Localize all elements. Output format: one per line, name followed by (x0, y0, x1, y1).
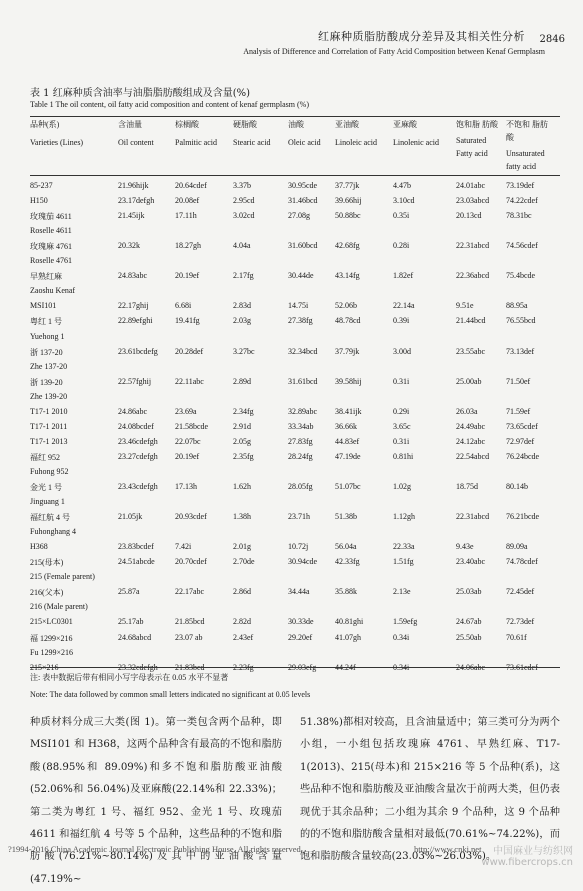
column-header-en: Linolenic acid (393, 138, 439, 147)
table-cell: 24.01abc (456, 181, 486, 190)
table-cell: 25.00ab (456, 376, 482, 386)
row-label: 215 (Female parent) (30, 572, 95, 582)
table-cell: 24.51abcde (118, 557, 155, 567)
table-cell: 37.79jk (335, 346, 360, 356)
table-cell: 3.65c (393, 421, 411, 431)
column-header-zh: 棕榈酸 (175, 120, 199, 129)
column-header-en: Varieties (Lines) (30, 138, 84, 147)
table-cell: 0.28i (393, 241, 410, 251)
table-cell: 29.20ef (288, 632, 313, 642)
row-label: H150 (30, 196, 48, 206)
table-cell: 44.24f (335, 662, 356, 672)
row-label: H368 (30, 542, 48, 552)
row-label: Fuhonghang 4 (30, 527, 76, 537)
column-header (30, 118, 83, 149)
table-cell: 73.65cdef (506, 421, 538, 431)
table-cell: 21.05jk (118, 512, 143, 522)
row-label: T17-1 2011 (30, 421, 68, 431)
table-cell: 48.78cd (335, 316, 361, 326)
column-header-zh: 硬脂酸 (233, 120, 257, 129)
table-row (30, 377, 560, 389)
table-cell: 25.87a (118, 587, 140, 597)
table-row (30, 497, 560, 509)
row-label: 福红 952 (30, 452, 60, 462)
table-cell: 71.59ef (506, 406, 531, 416)
table-row (30, 256, 560, 268)
table-cell: 0.29i (393, 406, 410, 416)
table-caption-zh: 表 1 红麻种质含油率与油脂脂肪酸组成及含量(%) (30, 88, 251, 99)
table-cell: 21.96hijk (118, 181, 149, 190)
table-cell: 1.51fg (393, 557, 414, 567)
table-row (30, 648, 560, 660)
row-label: Zhe 137-20 (30, 361, 68, 371)
table-row (30, 332, 560, 344)
row-label: 早熟红麻 (30, 272, 62, 282)
table-cell: 3.00d (393, 346, 411, 356)
column-header (393, 118, 439, 149)
table-cell: 20.08ef (175, 196, 200, 206)
table-cell: 4.47b (393, 181, 411, 190)
column-header (456, 118, 502, 160)
column-header-zh: 亚麻酸 (393, 120, 417, 129)
table-cell: 20.19ef (175, 271, 200, 281)
table-cell: 41.07gh (335, 632, 361, 642)
table-top-rule (30, 116, 560, 117)
row-label: 粤红 1 号 (30, 317, 62, 327)
row-label: 福红航 4 号 (30, 513, 70, 523)
row-label: 85-237 (30, 181, 53, 190)
table-cell: 27.38fg (288, 316, 313, 326)
row-label: Fuhong 952 (30, 466, 69, 476)
table-row (30, 572, 560, 584)
table-cell: 22.33a (393, 542, 415, 552)
column-header-en: Oleic acid (288, 138, 321, 147)
column-header (233, 118, 271, 149)
row-label: Yuehong 1 (30, 331, 65, 341)
table-cell: 23.27cdefgh (118, 451, 158, 461)
table-cell: 24.67ab (456, 617, 482, 627)
table-cell: 24.08bcdef (118, 421, 154, 431)
table-cell: 2.35fg (233, 451, 254, 461)
table-cell: 2.83d (233, 301, 251, 311)
table-cell: 22.54abcd (456, 451, 490, 461)
table-cell: 23.61bcdefg (118, 346, 158, 356)
row-label: 玫瑰麻 4761 (30, 242, 72, 252)
table-cell: 40.81ghi (335, 617, 364, 627)
table-row (30, 196, 560, 208)
table-row (30, 286, 560, 298)
table-cell: 75.4bcde (506, 271, 536, 281)
table-row (30, 422, 560, 434)
table-cell: 29.03efg (288, 662, 317, 672)
row-label: 浙 137-20 (30, 347, 63, 357)
table-row (30, 271, 560, 283)
table-cell: 2.01g (233, 542, 251, 552)
column-header-zh: 含油量 (118, 120, 142, 129)
table-cell: 88.95a (506, 301, 528, 311)
table-cell: 1.59efg (393, 617, 418, 627)
table-cell: 31.61bcd (288, 376, 318, 386)
table-cell: 28.24fg (288, 451, 313, 461)
table-cell: 73.19def (506, 181, 535, 190)
page-number: 2846 (539, 34, 565, 45)
table-cell: 89.09a (506, 542, 528, 552)
table-cell: 25.03ab (456, 587, 482, 597)
column-header-en: Stearic acid (233, 138, 271, 147)
table-row (30, 482, 560, 494)
table-cell: 38.41ijk (335, 406, 362, 416)
table-cell: 0.34i (393, 632, 410, 642)
table-cell: 1.02g (393, 482, 411, 491)
table-cell: 73.13def (506, 346, 535, 356)
table-cell: 24.83abc (118, 271, 148, 281)
table-cell: 56.04a (335, 542, 357, 552)
column-header (175, 118, 217, 149)
table-row (30, 211, 560, 223)
footer-url[interactable]: http://www.cnki.net (414, 844, 482, 854)
table-cell: 6.68i (175, 301, 192, 311)
table-cell: 74.78cdef (506, 557, 538, 567)
table-cell: 78.31bc (506, 211, 532, 221)
column-header-zh: 油酸 (288, 120, 304, 129)
table-cell: 7.42i (175, 542, 192, 552)
column-header-en: Palmitic acid (175, 138, 217, 147)
watermark (481, 846, 573, 868)
table-cell: 10.72j (288, 542, 309, 552)
table-cell: 22.14a (393, 301, 415, 311)
column-header (335, 118, 377, 149)
table-cell: 1.38h (233, 512, 251, 522)
table-cell: 42.33fg (335, 557, 360, 567)
table-cell: 22.07bc (175, 436, 201, 446)
table-header-rule (30, 175, 560, 176)
row-label: 玫瑰茄 4611 (30, 212, 72, 222)
footer-copyright: ?1994-2016 China Academic Journal Electronic Publishing House. All rights reserved. (8, 844, 303, 854)
table-cell: 23.03abcd (456, 196, 490, 206)
table-cell: 3.10cd (393, 196, 415, 206)
table-cell: 80.14b (506, 482, 528, 491)
table-row (30, 527, 560, 539)
table-cell: 23.07 ab (175, 632, 203, 642)
table-cell: 20.93cdef (175, 512, 207, 522)
table-cell: 2.89d (233, 376, 251, 386)
table-cell: 23.83bcdef (118, 542, 154, 552)
table-cell: 51.07bc (335, 482, 361, 491)
table-cell: 22.31abcd (456, 512, 490, 522)
table-cell: 30.33de (288, 617, 314, 627)
row-label: MSI101 (30, 301, 57, 311)
table-cell: 32.34bcd (288, 346, 318, 356)
running-title-en: Analysis of Difference and Correlation of Fatty Acid Composition between Kenaf Germplasm (243, 47, 545, 56)
table-cell: 23.55abc (456, 346, 486, 356)
table-cell: 3.37b (233, 181, 251, 190)
table-cell: 24.12abc (456, 436, 486, 446)
table-cell: 2.13e (393, 587, 411, 597)
table-cell: 0.34i (393, 662, 410, 672)
table-row (30, 437, 560, 449)
table-cell: 36.66k (335, 421, 357, 431)
table-cell: 17.11h (175, 211, 197, 221)
table-row (30, 617, 560, 629)
table-cell: 72.45def (506, 587, 535, 597)
table-cell: 24.06abc (456, 662, 486, 672)
table-cell: 42.68fg (335, 241, 360, 251)
table-cell: 2.86d (233, 587, 251, 597)
table-cell: 30.94cde (288, 557, 318, 567)
table-cell: 70.61f (506, 632, 527, 642)
table-cell: 2.05g (233, 436, 251, 446)
table-cell: 0.31i (393, 376, 410, 386)
table-row (30, 301, 560, 313)
table-row (30, 602, 560, 614)
body-column-left (30, 712, 282, 891)
table-cell: 22.17abc (175, 587, 205, 597)
table-cell: 39.58hij (335, 376, 362, 386)
table-cell: 47.19de (335, 451, 361, 461)
body-text-right: 51.38%)都相对较高，且含油量适中；第三类可分为两个小组，一小组包括玫瑰麻 4761、早熟红麻、T17-1(2013)、215(母本)和 215×216 等 5 个品种(系)，这些品种不饱和脂肪酸及亚油酸含量次于前两大类，但仍表现优于其余品种；二小组为其余 9 个品种，这 9 个品种的的不饱和脂肪酸含量相对最低(70.61%~74.22%)，而饱和脂肪酸含量较高(23.03%~26.03%)。 (300, 717, 560, 863)
table-cell: 18.27gh (175, 241, 201, 251)
table-row (30, 316, 560, 328)
table-row (30, 181, 560, 193)
table-cell: 51.38b (335, 512, 357, 522)
row-label: Roselle 4611 (30, 226, 72, 236)
row-label: 216(父本) (30, 588, 64, 598)
row-label: 215×LC0301 (30, 617, 73, 627)
table-cell: 22.89efghi (118, 316, 153, 326)
row-label: 福 1299×216 (30, 633, 73, 643)
table-cell: 17.13h (175, 482, 197, 491)
table-cell: 20.19ef (175, 451, 200, 461)
table-cell: 72.73def (506, 617, 535, 627)
table-cell: 3.27bc (233, 346, 255, 356)
table-cell: 37.77jk (335, 181, 360, 190)
table-cell: 28.05fg (288, 482, 313, 491)
table-cell: 27.83fg (288, 436, 313, 446)
table-cell: 14.75i (288, 301, 309, 311)
table-cell: 32.89abc (288, 406, 318, 416)
column-header-zh: 品种(系) (30, 120, 60, 129)
watermark-line2: www.fibercrops.cn (481, 857, 573, 868)
table-cell: 72.97def (506, 436, 535, 446)
table-cell: 23.40abc (456, 557, 486, 567)
table-cell: 25.50ab (456, 632, 482, 642)
table-cell: 22.31abcd (456, 241, 490, 251)
row-label: Jinguang 1 (30, 497, 65, 507)
table-cell: 20.28def (175, 346, 204, 356)
table-row (30, 512, 560, 524)
row-label: T17-1 2010 (30, 406, 68, 416)
column-header-zh: 饱和脂 肪酸 (456, 120, 498, 129)
table-cell: 9.51e (456, 301, 474, 311)
table-cell: 2.23fg (233, 662, 254, 672)
table-cell: 21.45ijk (118, 211, 145, 221)
table-cell: 25.17ab (118, 617, 144, 627)
table-cell: 24.86abc (118, 406, 148, 416)
table-cell: 20.32k (118, 241, 140, 251)
table-cell: 43.14fg (335, 271, 360, 281)
table-cell: 74.22cdef (506, 196, 538, 206)
table-cell: 21.58bcde (175, 421, 209, 431)
table-cell: 26.03a (456, 406, 478, 416)
table-cell: 3.02cd (233, 211, 255, 221)
watermark-line1: 中国麻业与纺织网 (493, 846, 573, 857)
table-row (30, 557, 560, 569)
table-cell: 76.21bcde (506, 512, 540, 522)
row-label: 216 (Male parent) (30, 602, 88, 612)
table-cell: 2.43ef (233, 632, 254, 642)
table-cell: 71.50ef (506, 376, 531, 386)
table-cell: 23.71h (288, 512, 310, 522)
table-cell: 9.43e (456, 542, 474, 552)
table-cell: 1.82ef (393, 271, 414, 281)
table-cell: 39.66hij (335, 196, 362, 206)
row-label: 浙 139-20 (30, 377, 63, 387)
table-cell: 0.81hi (393, 451, 414, 461)
table-row (30, 226, 560, 238)
column-header-en: Oil content (118, 138, 154, 147)
table-note-zh: 注: 表中数据后带有相同小写字母表示在 0.05 水平不显著 (30, 673, 229, 682)
table-row (30, 362, 560, 374)
column-header-zh: 不饱和 脂肪酸 (506, 120, 548, 142)
table-cell: 35.88k (335, 587, 357, 597)
table-cell: 73.61cdef (506, 662, 538, 672)
table-cell: 50.88bc (335, 211, 361, 221)
table-cell: 0.39i (393, 316, 410, 326)
table-caption-en: Table 1 The oil content, oil fatty acid composition and content of kenaf germplasm (%) (30, 100, 309, 109)
table-cell: 23.46cdefgh (118, 436, 158, 446)
table-cell: 76.24bcde (506, 451, 540, 461)
column-header (288, 118, 321, 149)
row-label: Zaoshu Kenaf (30, 286, 76, 296)
table-cell: 27.08g (288, 211, 310, 221)
table-cell: 2.70de (233, 557, 255, 567)
table-cell: 21.83bcd (175, 662, 205, 672)
table-cell: 33.34ab (288, 421, 314, 431)
table-cell: 19.41fg (175, 316, 200, 326)
table-cell: 23.69a (175, 406, 197, 416)
body-text-left: 种质材料分成三大类(图 1)。第一类包含两个品种，即 MSI101 和 H368，这两个品种含有最高的不饱和脂肪酸(88.95%和 89.09%)和多不饱和脂肪酸亚油酸(52.06%和 56.04%)及亚麻酸(22.14%和 22.33%)；第二类为粤红 1 号、福红 952、金光 1 号、玫瑰茄4611 和福红航 4 号等 5 个品种，这些品种的不饱和脂肪酸(76.21%~80.14%)及其中的亚油酸含量(47.19%~ (30, 717, 282, 885)
table-cell: 24.49abc (456, 421, 486, 431)
row-label: 215(母本) (30, 558, 64, 568)
table-cell: 1.62h (233, 482, 251, 491)
row-label: 215×216 (30, 662, 59, 672)
row-label: T17-1 2013 (30, 436, 68, 446)
table-cell: 2.03g (233, 316, 251, 326)
table-cell: 2.91d (233, 421, 251, 431)
table-cell: 30.95cde (288, 181, 318, 190)
table-cell: 4.04a (233, 241, 251, 251)
table-cell: 52.06b (335, 301, 357, 311)
table-cell: 20.64cdef (175, 181, 207, 190)
table-cell: 2.82d (233, 617, 251, 627)
table-cell: 21.85bcd (175, 617, 205, 627)
table-cell: 2.34fg (233, 406, 254, 416)
table-cell: 31.60bcd (288, 241, 318, 251)
table-cell: 1.12gh (393, 512, 415, 522)
table-row (30, 407, 560, 419)
column-header-en: Saturated Fatty acid (456, 136, 488, 158)
table-row (30, 347, 560, 359)
table-cell: 76.55bcd (506, 316, 536, 326)
table-cell: 20.70cdef (175, 557, 207, 567)
table-row (30, 467, 560, 479)
table-row (30, 633, 560, 645)
table-row (30, 542, 560, 554)
table-row (30, 392, 560, 404)
table-cell: 0.35i (393, 211, 410, 221)
table-cell: 34.44a (288, 587, 310, 597)
table-bottom-rule (30, 667, 560, 668)
table-row (30, 587, 560, 599)
table-row (30, 452, 560, 464)
table-cell: 20.13cd (456, 211, 482, 221)
table-cell: 2.95cd (233, 196, 255, 206)
table-cell: 31.46bcd (288, 196, 318, 206)
row-label: Zhe 139-20 (30, 391, 68, 401)
row-label: Fu 1299×216 (30, 647, 73, 657)
table-cell: 22.36abcd (456, 271, 490, 281)
running-title-zh: 红麻种质脂肪酸成分差异及其相关性分析 (318, 30, 525, 43)
table-cell: 74.56cdef (506, 241, 538, 251)
table-note-en: Note: The data followed by common small letters indicated no significant at 0.05 levels (30, 690, 311, 699)
table-cell: 2.17fg (233, 271, 254, 281)
table-cell: 44.83ef (335, 436, 360, 446)
column-header-zh: 亚油酸 (335, 120, 359, 129)
column-header (118, 118, 154, 149)
column-header-en: Linoleic acid (335, 138, 377, 147)
table-cell: 22.11abc (175, 376, 204, 386)
table-cell: 30.44de (288, 271, 314, 281)
table-cell: 18.75d (456, 482, 478, 491)
table-cell: 23.32cdefgh (118, 662, 158, 672)
table-cell: 0.31i (393, 436, 410, 446)
column-header-en: Unsaturated fatty acid (506, 149, 545, 171)
table-cell: 22.57fghij (118, 376, 152, 386)
column-header (506, 118, 552, 173)
table-cell: 24.68abcd (118, 632, 152, 642)
table-cell: 21.44bcd (456, 316, 486, 326)
row-label: Roselle 4761 (30, 256, 72, 266)
table-cell: 22.17ghij (118, 301, 149, 311)
table-cell: 23.17defgh (118, 196, 155, 206)
row-label: 金光 1 号 (30, 483, 62, 492)
table-row (30, 241, 560, 253)
table-cell: 23.43cdefgh (118, 482, 158, 491)
